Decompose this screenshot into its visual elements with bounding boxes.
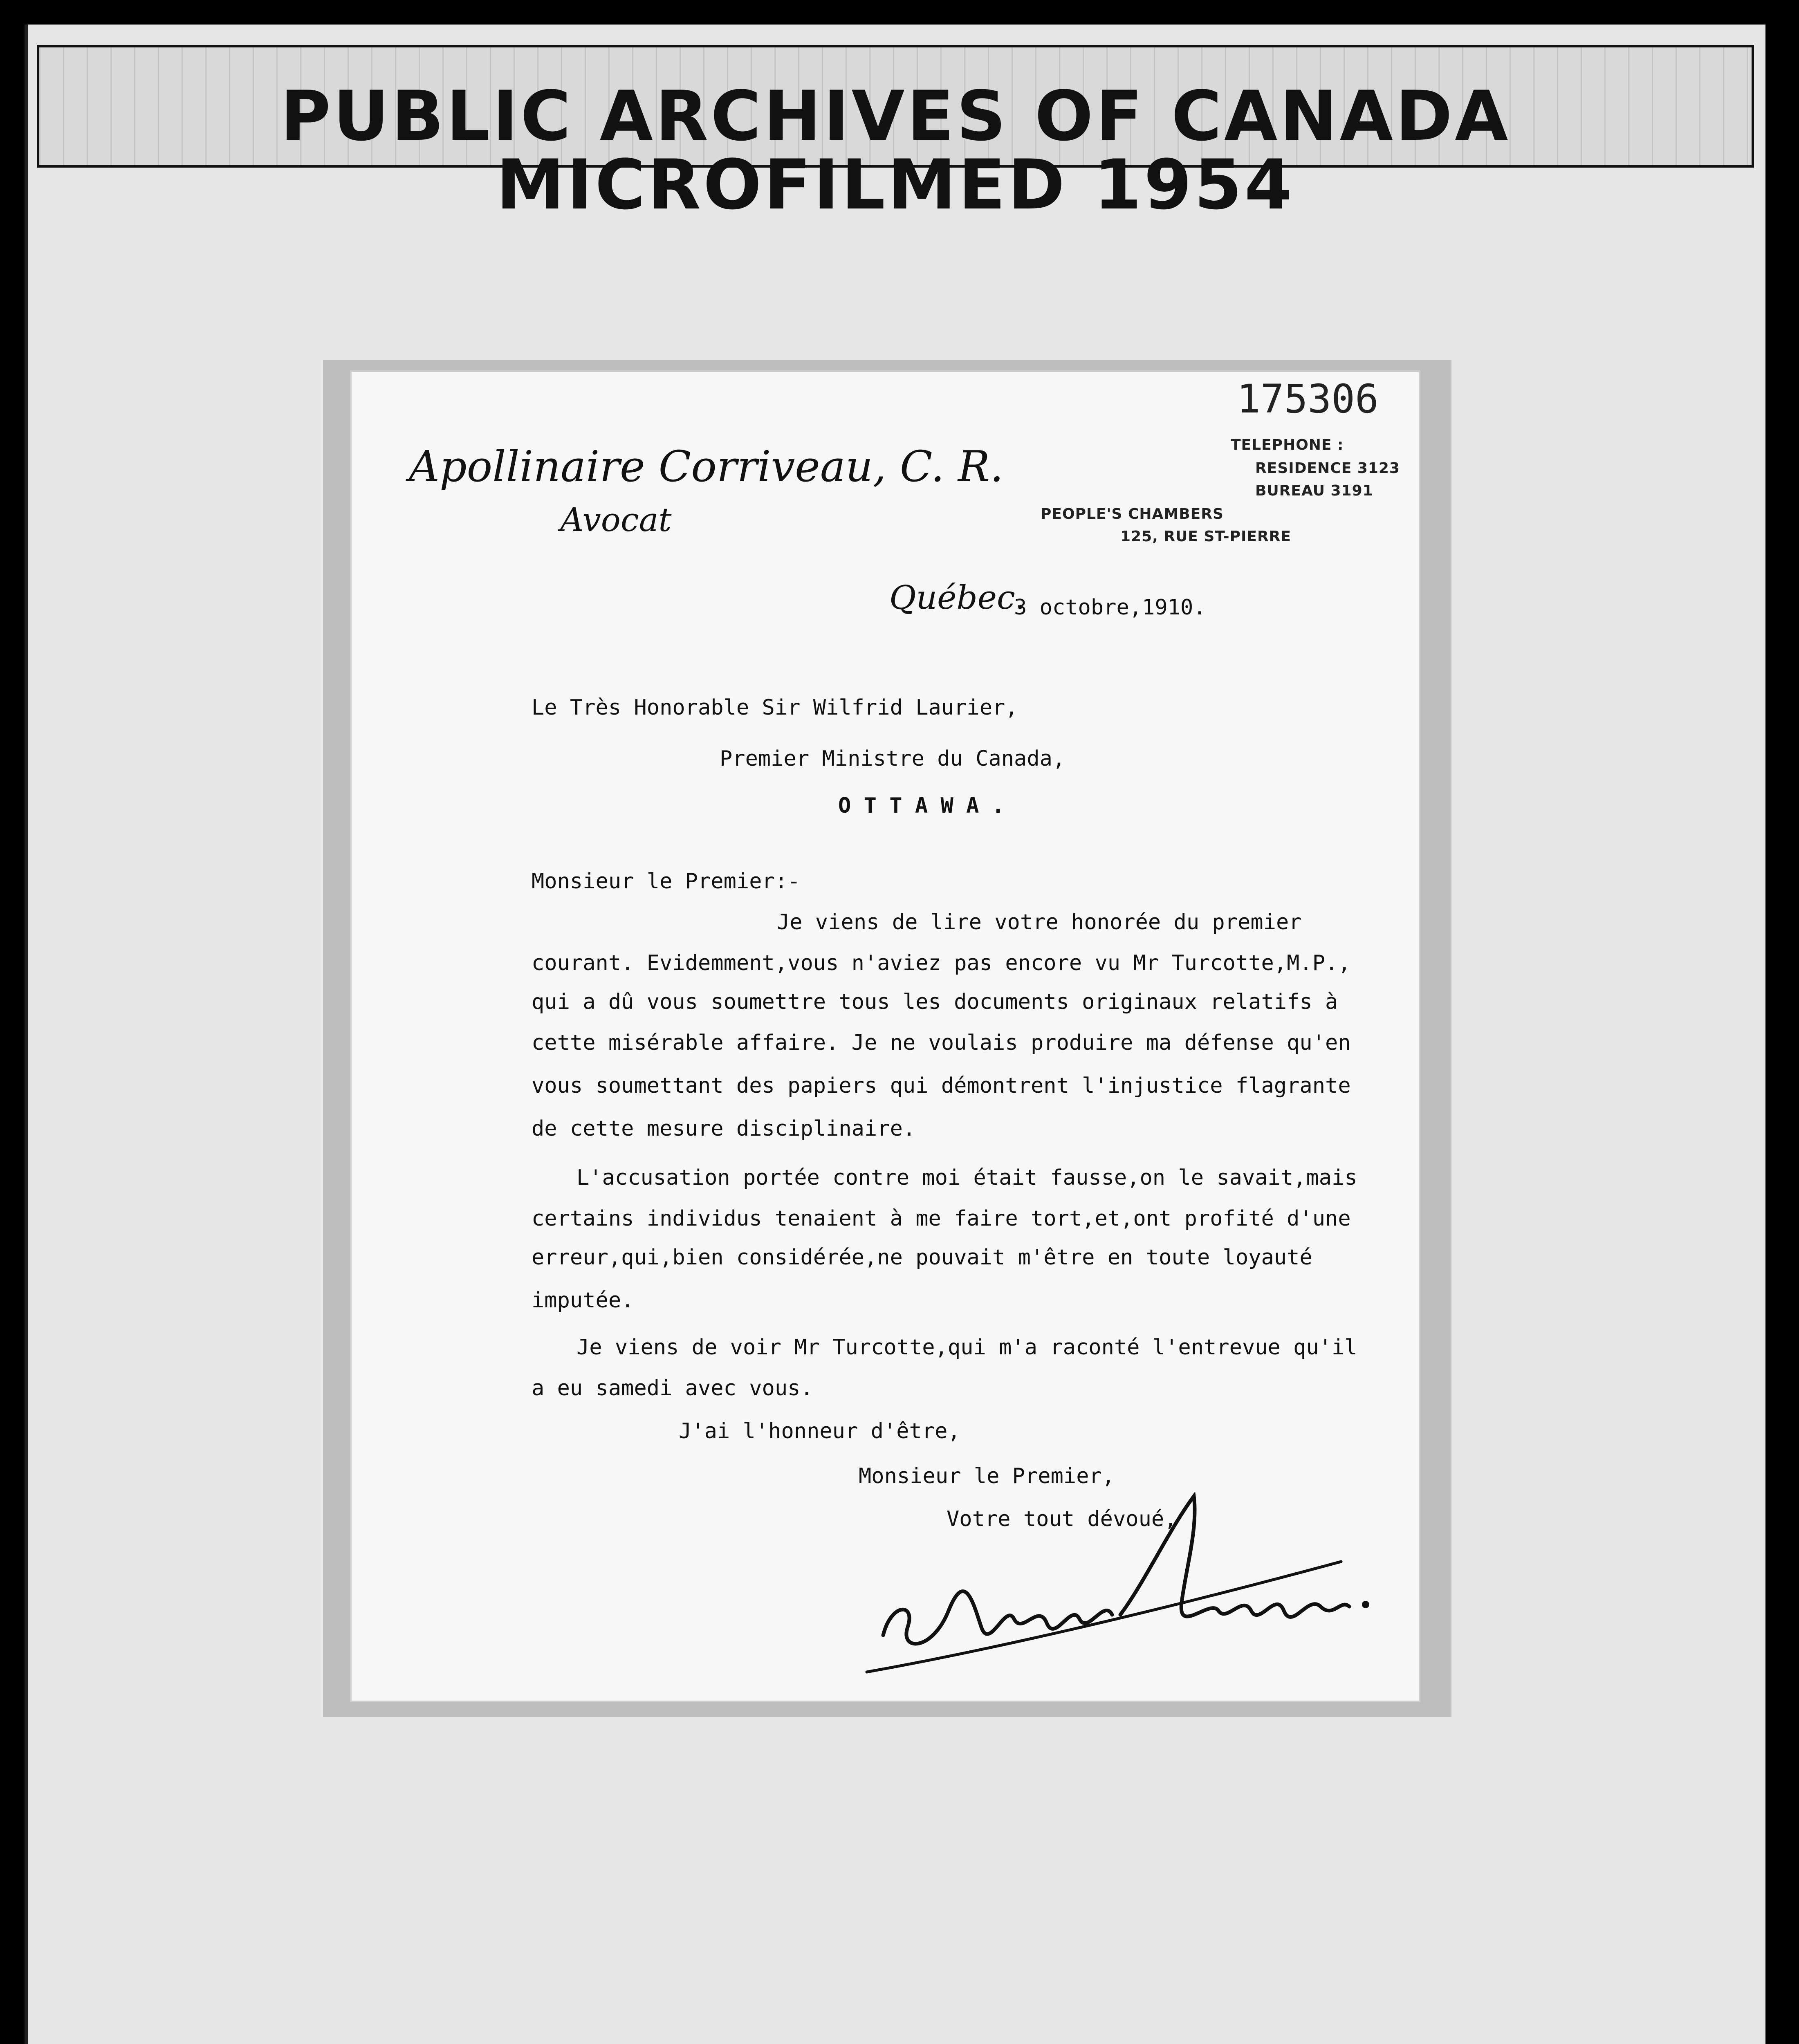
salutation: Monsieur le Premier:-: [532, 869, 801, 894]
letter-city: Québec.: [889, 578, 1026, 616]
telephone-bureau: BUREAU 3191: [1255, 482, 1373, 499]
body-line: a eu samedi avec vous.: [532, 1376, 813, 1401]
archive-banner-text: PUBLIC ARCHIVES OF CANADA MICROFILMED 1954: [280, 76, 1511, 225]
recipient-line: O T T A W A .: [838, 793, 1005, 818]
body-line: qui a dû vous soumettre tous les documents originaux relatifs à: [532, 990, 1338, 1014]
body-line: courant. Evidemment,vous n'aviez pas encore vu Mr Turcotte,M.P.,: [532, 951, 1351, 975]
recipient-line: Le Très Honorable Sir Wilfrid Laurier,: [532, 695, 1018, 720]
closing-line: Monsieur le Premier,: [859, 1464, 1115, 1488]
body-line: erreur,qui,bien considérée,ne pouvait m'être en toute loyauté: [532, 1245, 1312, 1270]
letterhead-building: PEOPLE'S CHAMBERS: [1041, 506, 1224, 522]
body-line: L'accusation portée contre moi était fausse,on le savait,mais: [576, 1165, 1357, 1190]
closing-line: Votre tout dévoué,: [947, 1507, 1177, 1531]
telephone-label: TELEPHONE :: [1231, 437, 1344, 453]
body-line: certains individus tenaient à me faire tort,et,ont profité d'une: [532, 1206, 1351, 1231]
body-line: imputée.: [532, 1288, 634, 1313]
letterhead-name: Apollinaire Corriveau, C. R.: [409, 442, 1004, 491]
closing-line: J'ai l'honneur d'être,: [679, 1419, 960, 1443]
recipient-line: Premier Ministre du Canada,: [720, 746, 1065, 771]
letterhead-street: 125, RUE ST-PIERRE: [1120, 528, 1291, 545]
body-line: de cette mesure disciplinaire.: [532, 1116, 916, 1141]
handwritten-signature: [859, 1480, 1390, 1684]
body-line: vous soumettant des papiers qui démontrent l'injustice flagrante: [532, 1074, 1351, 1098]
letter-date: 3 octobre,1910.: [1014, 595, 1206, 620]
body-line: Je viens de voir Mr Turcotte,qui m'a raconté l'entrevue qu'il: [576, 1335, 1357, 1360]
reference-number: 175306: [1237, 376, 1379, 422]
body-line: cette misérable affaire. Je ne voulais produire ma défense qu'en: [532, 1031, 1351, 1055]
body-line: Je viens de lire votre honorée du premier: [777, 910, 1302, 935]
telephone-residence: RESIDENCE 3123: [1255, 460, 1400, 477]
letterhead-title: Avocat: [560, 501, 672, 539]
